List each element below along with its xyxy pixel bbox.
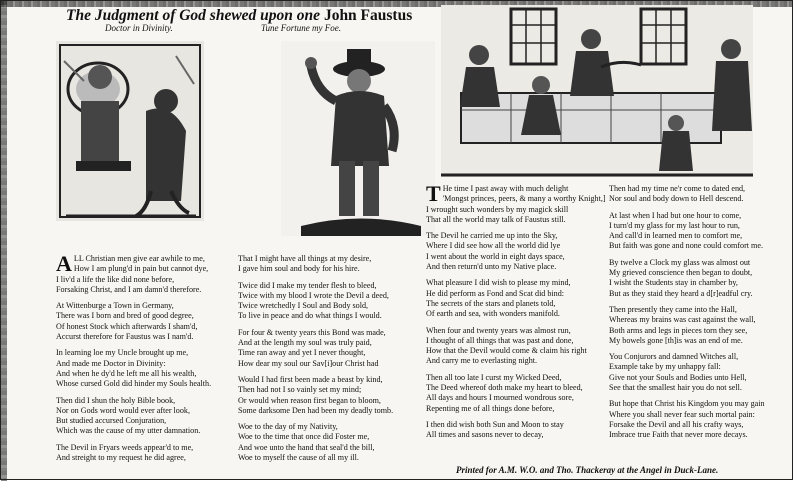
verse-line: Both arms and legs in pieces torn they see, bbox=[609, 325, 748, 335]
stanza bbox=[56, 396, 241, 437]
verse-line: Then had not I so vainly set my mind; bbox=[238, 385, 362, 395]
verse-column-2 bbox=[238, 254, 423, 469]
verse-line: The Deed whereof doth make my heart to bleed, bbox=[426, 383, 583, 393]
stanza bbox=[426, 278, 611, 319]
dropcap: A bbox=[56, 251, 72, 276]
stanza bbox=[56, 348, 241, 389]
stanza bbox=[609, 352, 789, 393]
verse-line: At Wittenburge a Town in Germany, bbox=[56, 301, 174, 311]
verse-line: Then presently they came into the Hall, bbox=[609, 304, 737, 314]
verse-line: Twice wretchedly I Soul and Body sold, bbox=[238, 301, 369, 311]
verse-line: You Conjurors and damned Witches all, bbox=[609, 352, 739, 362]
verse-line: When four and twenty years was almost run, bbox=[426, 325, 571, 335]
verse-line: Time ran away and yet I never thought, bbox=[238, 348, 366, 358]
verse-line: LL Christian men give ear awhile to me, bbox=[73, 254, 205, 263]
verse-line: Of honest Stock which afterwards I sham'd, bbox=[56, 321, 198, 331]
verse-line: For four & twenty years this Bond was made, bbox=[238, 327, 386, 337]
verse-line: Repenting me of all things done before, bbox=[426, 403, 555, 413]
verse-line: Example take by my unhappy fall: bbox=[609, 362, 721, 372]
verse-line: How dear my soul our Sav[i]our Christ had bbox=[238, 358, 379, 368]
stanza bbox=[56, 301, 241, 342]
verse-line: Nor soul and body down to Hell descend. bbox=[609, 194, 744, 204]
verse-line: And at the length my soul was truly paid, bbox=[238, 338, 372, 348]
stanza bbox=[426, 326, 611, 367]
verse-line: But hope that Christ his Kingdom you may gain bbox=[609, 399, 765, 409]
verse-line: Which was the cause of my utter damnation. bbox=[56, 426, 201, 436]
verse-line: Where you shall never fear such mortal pain: bbox=[609, 409, 755, 419]
verse-line: Give not your Souls and Bodies unto Hell, bbox=[609, 372, 747, 382]
verse-line: That all the world may talk of Faustus still. bbox=[426, 214, 566, 224]
verse-line: Nor on Gods word would ever after look, bbox=[56, 405, 190, 415]
verse-line: See that the smallest hair you do not sell. bbox=[609, 383, 742, 393]
verse-line: I turn'd my glass for my last hour to run, bbox=[609, 220, 740, 230]
verse-line: He did perform as Fond and Scat did bind: bbox=[426, 288, 565, 298]
printer-imprint: Printed for A.M. W.O. and Tho. Thackeray at the Angel in Duck-Lane. bbox=[456, 465, 719, 475]
verse-line: There was I born and bred of good degree, bbox=[56, 311, 194, 321]
verse-line: Woe to myself the cause of all my ill. bbox=[238, 453, 359, 463]
subtitle-doctor: Doctor in Divinity. bbox=[105, 23, 173, 33]
verse-column-4 bbox=[609, 184, 789, 447]
woodcut-standing-figure bbox=[281, 41, 435, 236]
stanza bbox=[56, 443, 241, 464]
verse-line: The Devil in Fryars weeds appear'd to me, bbox=[56, 442, 194, 452]
stanza bbox=[426, 231, 611, 272]
stanza bbox=[426, 373, 611, 414]
subtitle-tune: Tune Fortune my Foe. bbox=[261, 23, 341, 33]
stanza bbox=[609, 305, 789, 346]
verse-line: What pleasure I did wish to please my mind, bbox=[426, 278, 571, 288]
stanza bbox=[609, 399, 789, 440]
verse-line: Forsaking Christ, and I am damn'd therefore. bbox=[56, 284, 202, 294]
verse-column-1 bbox=[56, 251, 241, 469]
woodcut-study-image bbox=[56, 41, 204, 221]
dropcap: T bbox=[426, 181, 441, 206]
verse-line: Imbrace true Faith that never more decays. bbox=[609, 430, 748, 440]
verse-line: Then had my time ne'r come to dated end, bbox=[609, 184, 746, 193]
stanza bbox=[238, 281, 423, 322]
verse-line: Some darksome Den had been my deadly tomb. bbox=[238, 405, 394, 415]
verse-line: My grieved conscience then began to doubt, bbox=[609, 268, 753, 278]
verse-line: That I might have all things at my desire, bbox=[238, 254, 372, 263]
verse-line: 'Mongst princes, peers, & many a worthy Knight,] bbox=[442, 194, 606, 204]
verse-line: And then return'd unto my Native place. bbox=[426, 262, 557, 272]
verse-line: Twice did I make my tender flesh to bleed, bbox=[238, 280, 377, 290]
verse-line: By twelve a Clock my glass was almost out bbox=[609, 257, 751, 267]
stanza bbox=[609, 211, 789, 252]
verse-column-3 bbox=[426, 181, 611, 447]
verse-line: But as they staid they heard a d[r]eadful cry. bbox=[609, 288, 753, 298]
verse-line: All days and hours I mourned wondrous sore, bbox=[426, 393, 574, 403]
verse-line: How that the Devil would come & claim his right bbox=[426, 346, 587, 356]
stanza bbox=[238, 375, 423, 416]
verse-line: Of earth and sea, with wonders manifold. bbox=[426, 309, 560, 319]
woodcut-hall-scene bbox=[441, 5, 753, 177]
verse-line: But studied accursed Conjuration, bbox=[56, 416, 167, 426]
verse-line: Woe to the time that once did Foster me, bbox=[238, 432, 370, 442]
verse-line: And made me Doctor in Divinity: bbox=[56, 358, 166, 368]
verse-line: The secrets of the stars and planets told, bbox=[426, 298, 556, 308]
stanza bbox=[426, 181, 611, 225]
verse-line: Then all too late I curst my Wicked Deed, bbox=[426, 372, 562, 382]
verse-line: In learning loe my Uncle brought up me, bbox=[56, 348, 189, 358]
verse-line: At last when I had but one hour to come, bbox=[609, 210, 742, 220]
stanza bbox=[238, 422, 423, 463]
verse-line: How I am plung'd in pain but cannot dye, bbox=[73, 264, 209, 274]
stanza bbox=[609, 258, 789, 299]
verse-line: Or would when reason first began to bloom, bbox=[238, 395, 381, 405]
verse-line: I thought of all things that was past and done, bbox=[426, 335, 574, 345]
verse-line: I liv'd a life the like did none before, bbox=[56, 274, 175, 284]
verse-line: The Devil he carried me up into the Sky, bbox=[426, 231, 558, 241]
page-title: The Judgment of God shewed upon one John Faustus bbox=[66, 7, 413, 24]
verse-line: He time I past away with much delight bbox=[442, 184, 569, 193]
verse-line: And woe unto the hand that seal'd the bill, bbox=[238, 442, 375, 452]
verse-line: And carry me to everlasting night. bbox=[426, 356, 538, 366]
verse-line: I wrought such wonders by my magick skill bbox=[426, 204, 569, 214]
woodcut-figure-image bbox=[281, 41, 435, 236]
verse-line: I went about the world in eight days space, bbox=[426, 251, 565, 261]
verse-line: I then did wish both Sun and Moon to stay bbox=[426, 419, 564, 429]
stanza bbox=[238, 254, 423, 275]
verse-line: And when he dy'd he left me all his wealth, bbox=[56, 368, 197, 378]
verse-line: Whose cursed Gold did hinder my Souls health. bbox=[56, 379, 212, 389]
verse-line: I wisht the Students stay in chamber by, bbox=[609, 278, 738, 288]
woodcut-study bbox=[56, 41, 204, 221]
stanza bbox=[609, 184, 789, 205]
verse-line: Where I did see how all the world did lye bbox=[426, 241, 561, 251]
verse-line: Whereas my brains was cast against the wall, bbox=[609, 315, 756, 325]
stanza bbox=[56, 251, 241, 295]
verse-line: I gave him soul and body for his hire. bbox=[238, 264, 360, 274]
stanza bbox=[238, 328, 423, 369]
verse-line: Woe to the day of my Nativity, bbox=[238, 422, 338, 432]
verse-line: Then did I shun the holy Bible book, bbox=[56, 395, 176, 405]
verse-line: Accurst therefore for Faustus was I nam'd. bbox=[56, 332, 194, 342]
verse-line: All times and sasons never to decay, bbox=[426, 430, 544, 440]
verse-line: Would I had first been made a beast by kind, bbox=[238, 374, 383, 384]
verse-line: And streight to my request he did agree, bbox=[56, 453, 186, 463]
verse-line: Twice with my blood I wrote the Devil a deed, bbox=[238, 290, 389, 300]
verse-line: Forsake the Devil and all his crafty ways, bbox=[609, 419, 744, 429]
verse-line: And call'd in learned men to comfort me, bbox=[609, 231, 743, 241]
torn-left-edge bbox=[1, 1, 7, 481]
verse-line: But faith was gone and none could comfort me. bbox=[609, 241, 763, 251]
verse-line: To live in peace and do what things I would. bbox=[238, 311, 382, 321]
stanza bbox=[426, 420, 611, 441]
woodcut-hall-image bbox=[441, 5, 753, 177]
verse-line: My bowels gone [th]is was an end of me. bbox=[609, 335, 743, 345]
